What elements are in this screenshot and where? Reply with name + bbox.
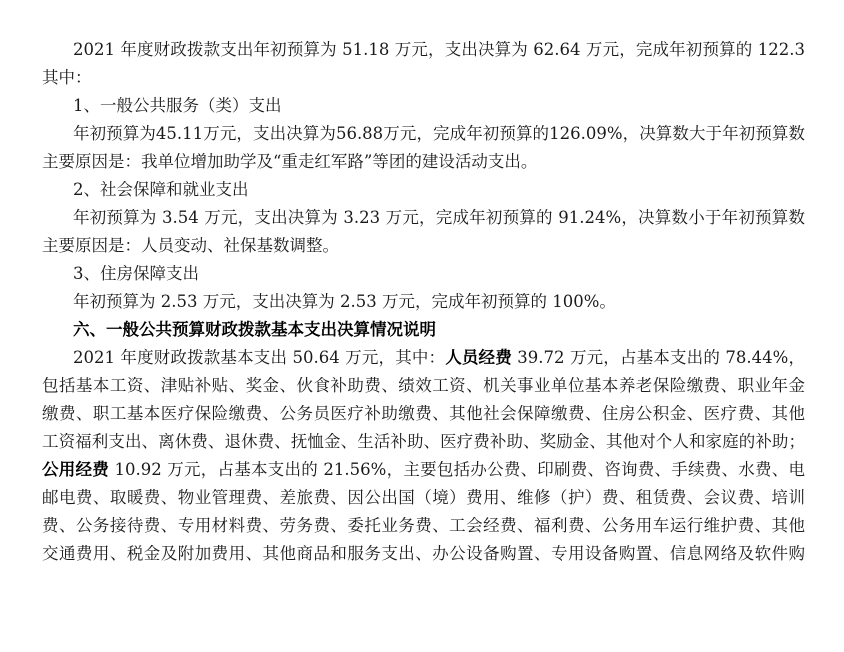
paragraph-line [42, 120, 805, 148]
paragraph-text: 年初预算为 2.53 万元，支出决算为 2.53 万元，完成年初预算的 100%。 [73, 292, 616, 311]
bold-term: 公用经费 [42, 460, 109, 479]
paragraph-line [42, 204, 805, 232]
paragraph-line [42, 64, 805, 92]
paragraph-text: 工资福利支出、离休费、退休费、抚恤金、生活补助、医疗费补助、奖励金、其他对个人和家庭的补助； [42, 432, 805, 451]
paragraph-line [42, 428, 805, 456]
paragraph-text: 2021 年度财政拨款基本支出 50.64 万元，其中： [73, 348, 446, 367]
section-heading-text: 六、一般公共预算财政拨款基本支出决算情况说明 [73, 320, 436, 339]
paragraph-text: 交通费用、税金及附加费用、其他商品和服务支出、办公设备购置、专用设备购置、信息网络及软件购 [42, 544, 805, 563]
document-body [42, 36, 805, 568]
paragraph-line [42, 456, 805, 484]
subsection-heading-text: 1、一般公共服务（类）支出 [73, 96, 282, 115]
paragraph-text: 主要原因是：我单位增加助学及“重走红军路”等团的建设活动支出。 [42, 152, 538, 171]
paragraph-text: 年初预算为45.11万元，支出决算为56.88万元，完成年初预算的126.09%，决算数大于年初预算数 [73, 124, 805, 143]
paragraph-text: 10.92 万元，占基本支出的 21.56%，主要包括办公费、印刷费、咨询费、手续费、水费、电 [114, 460, 805, 479]
paragraph-line [42, 148, 805, 176]
paragraph-line [42, 484, 805, 512]
paragraph-line [42, 400, 805, 428]
paragraph-text: 包括基本工资、津贴补贴、奖金、伙食补助费、绩效工资、机关事业单位基本养老保险缴费、职业年金 [42, 376, 805, 395]
paragraph-line [42, 540, 805, 568]
paragraph-text: 其中： [42, 68, 92, 87]
paragraph-line [42, 372, 805, 400]
paragraph-text: 邮电费、取暖费、物业管理费、差旅费、因公出国（境）费用、维修（护）费、租赁费、会议费、培训 [42, 488, 805, 507]
paragraph-line [42, 36, 805, 64]
subsection-heading [42, 92, 805, 120]
paragraph-line [42, 288, 805, 316]
subsection-heading [42, 260, 805, 288]
paragraph-text: 费、公务接待费、专用材料费、劳务费、委托业务费、工会经费、福利费、公务用车运行维护费、其他 [42, 516, 805, 535]
paragraph-line [42, 344, 805, 372]
paragraph-text: 缴费、职工基本医疗保险缴费、公务员医疗补助缴费、其他社会保障缴费、住房公积金、医疗费、其他 [42, 404, 805, 423]
paragraph-text: 2021 年度财政拨款支出年初预算为 51.18 万元，支出决算为 62.64 万元，完成年初预算的 122.3 [73, 40, 805, 59]
paragraph-text: 主要原因是：人员变动、社保基数调整。 [42, 236, 339, 255]
subsection-heading-text: 3、住房保障支出 [73, 264, 199, 283]
section-heading [42, 316, 805, 344]
subsection-heading [42, 176, 805, 204]
subsection-heading-text: 2、社会保障和就业支出 [73, 180, 249, 199]
paragraph-text: 年初预算为 3.54 万元，支出决算为 3.23 万元，完成年初预算的 91.24%，决算数小于年初预算数 [73, 208, 805, 227]
paragraph-text: 39.72 万元，占基本支出的 78.44%， [517, 348, 805, 367]
paragraph-line [42, 232, 805, 260]
bold-term: 人员经费 [445, 348, 512, 367]
paragraph-line [42, 512, 805, 540]
